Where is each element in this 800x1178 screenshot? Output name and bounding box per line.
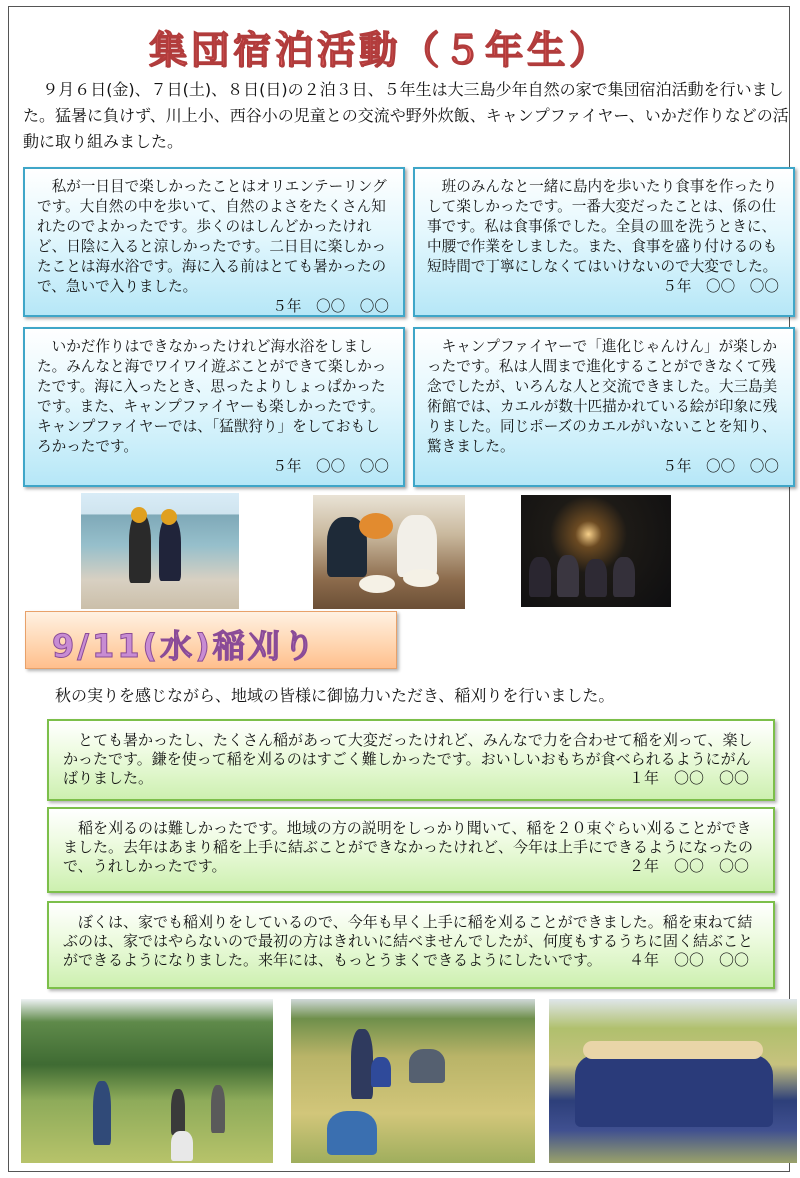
camp-impression-card-1 — [23, 167, 405, 317]
harvest-impression-card-1 — [47, 719, 775, 801]
newsletter-page — [8, 6, 790, 1172]
card-signature: １年 〇〇 〇〇 — [628, 769, 749, 787]
card-signature: ５年 〇〇 〇〇 — [662, 458, 779, 475]
section-title: 9/11(水)稲刈り — [52, 627, 318, 665]
outdoor-cooking-photo — [313, 495, 465, 609]
beach-photo — [81, 493, 239, 609]
harvest-impression-card-2 — [47, 807, 775, 893]
group-photo — [549, 999, 797, 1163]
campfire-photo — [521, 495, 671, 607]
rice-field-photo-1 — [21, 999, 273, 1163]
card-body: とても暑かったし、たくさん稲があって大変だったけれど、みんなで力を合わせて稲を刈って、楽しかったです。鎌を使って稲を刈るのはすごく難しかったです。おいしいおもちが食べられるようにがんばりました。 — [63, 731, 753, 787]
card-body: 稲を刈るのは難しかったです。地域の方の説明をしっかり聞いて、稲を２０束ぐらい刈ることができました。去年はあまり稲を上手に結ぶことができなかったけれど、今年は上手にできるようになったので、うれしかったです。 — [63, 819, 754, 875]
card-signature: ２年 〇〇 〇〇 — [628, 857, 749, 875]
card-body: いかだ作りはできなかったけれど海水浴をしました。みんなと海でワイワイ遊ぶことができて楽しかったです。海に入ったとき、思ったよりしょっぱかったです。また、キャンプファイヤーも楽しかったです。キャンプファイヤーでは、「猛獣狩り」をしておもしろかったです。 — [37, 338, 387, 455]
card-body: 私が一日目で楽しかったことはオリエンテーリングです。大自然の中を歩いて、自然のよさをたくさん知れたのでよかったです。歩くのはしんどかったけれど、日陰に入ると涼しかったです。二日目に楽しかったことは海水浴です。海に入る前はとても暑かったので、急いで入りました。 — [37, 178, 387, 295]
card-signature: ５年 〇〇 〇〇 — [272, 458, 389, 475]
card-body: キャンプファイヤーで「進化じゃんけん」が楽しかったです。私は人間まで進化することができなくて残念でしたが、いろんな人と交流できました。大三島美術館では、カエルが数十匹描かれている絵が印象に残りました。同じポーズのカエルがいないことを知り、驚きました。 — [427, 338, 778, 455]
camp-impression-card-2 — [413, 167, 795, 317]
harvest-intro-text: 秋の実りを感じながら、地域の皆様に御協力いただき、稲刈りを行いました。 — [55, 686, 615, 705]
harvest-impression-card-3 — [47, 901, 775, 989]
card-signature: ４年 〇〇 〇〇 — [628, 951, 749, 969]
page-title: 集団宿泊活動（５年生） — [149, 28, 612, 72]
rice-harvest-banner — [25, 611, 397, 669]
camp-impression-card-3 — [23, 327, 405, 487]
camp-impression-card-4 — [413, 327, 795, 487]
camp-intro-text: ９月６日(金)、７日(土)、８日(日)の２泊３日、５年生は大三島少年自然の家で集団宿泊活動を行いました。猛暑に負けず、川上小、西谷小の児童との交流や野外炊飯、キャンプファイヤー、いかだ作りなどの活動に取り組みました。 — [23, 80, 789, 151]
rice-field-photo-2 — [291, 999, 535, 1163]
card-signature: ５年 〇〇 〇〇 — [662, 278, 779, 295]
card-body: 班のみんなと一緒に島内を歩いたり食事を作ったりして楽しかったです。一番大変だったことは、係の仕事です。私は食事係でした。全員の皿を洗うときに、中腰で作業をしました。また、食事を盛り付けるのも短時間で丁寧にしなくてはいけないので大変でした。 — [427, 178, 778, 275]
card-body: ぼくは、家でも稲刈りをしているので、今年も早く上手に稲を刈ることができました。稲を束ねて結ぶのは、家ではやらないので最初の方はきれいに結べませんでしたが、何度もするうちに固く結ぶことができるようになりました。来年には、もっとうまくできるようにしたいです。 — [63, 913, 754, 969]
card-signature: ５年 〇〇 〇〇 — [272, 298, 389, 315]
